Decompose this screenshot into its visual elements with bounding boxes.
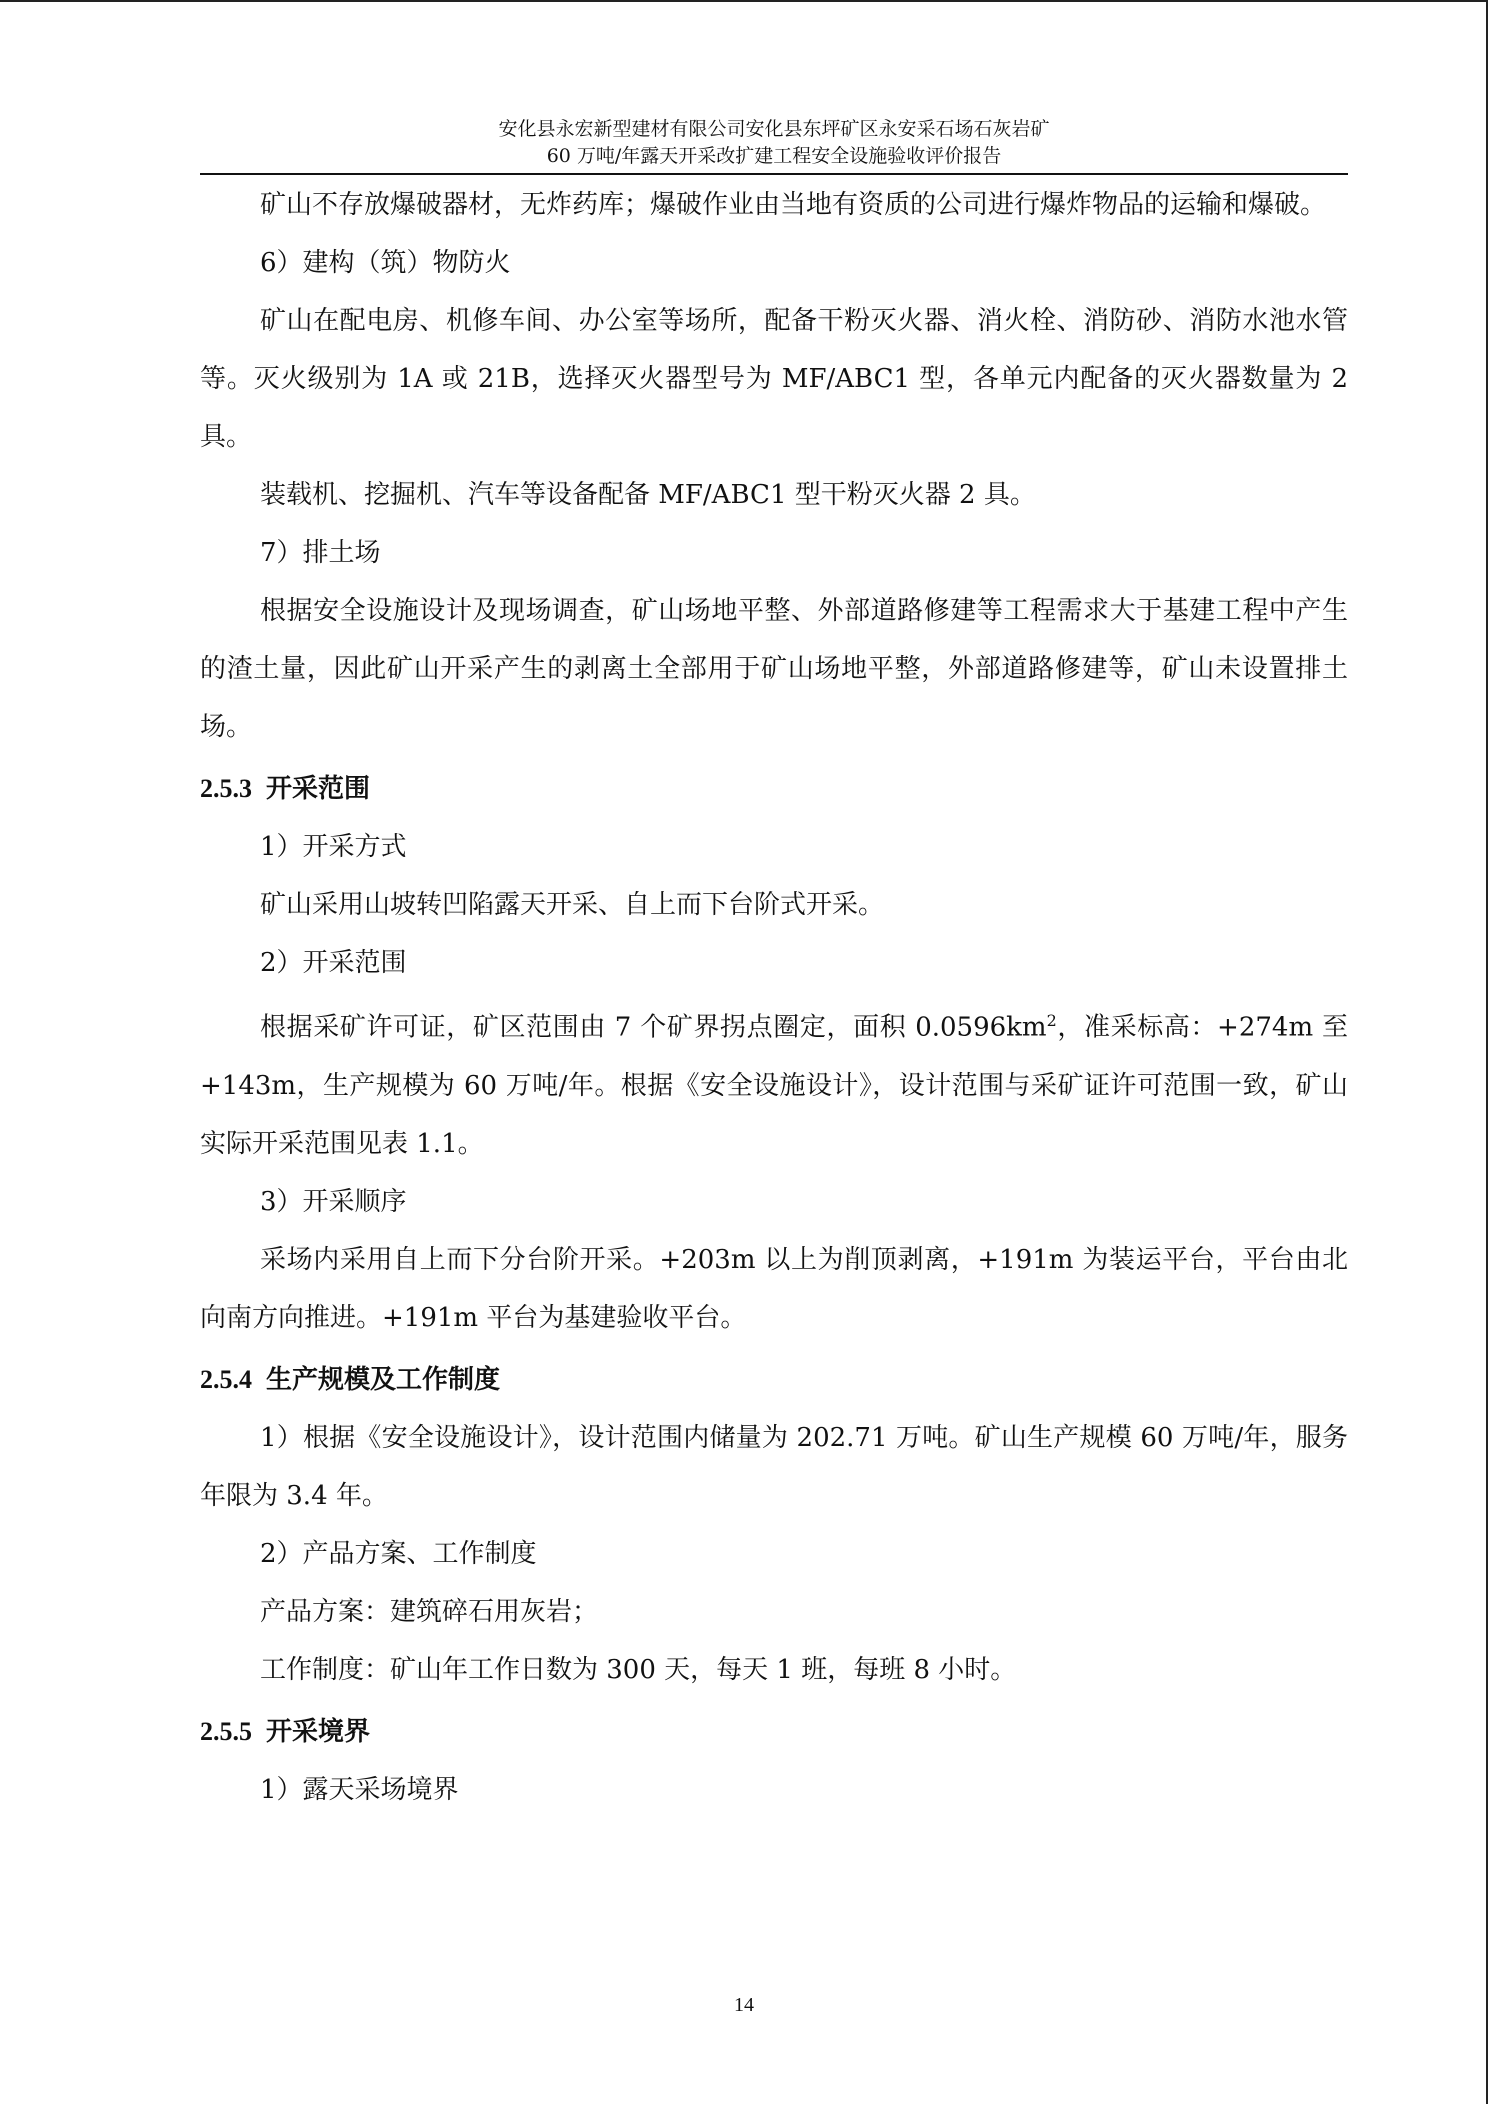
- paragraph-mining-scope: [200, 992, 1348, 1173]
- section-heading-2-5-3: [200, 760, 1348, 818]
- header-rule: [200, 173, 1348, 175]
- section-title: 开采范围: [266, 774, 371, 804]
- paragraph-mining-sequence: 采场内采用自上而下分台阶开采。+203m 以上为削顶剥离，+191m 为装运平台，平台由北向南方向推进。+191m 平台为基建验收平台。: [200, 1244, 1348, 1333]
- page-number: 14: [734, 1994, 754, 2016]
- running-header-line1: 安化县永宏新型建材有限公司安化县东坪矿区永安采石场石灰岩矿: [498, 118, 1050, 140]
- item-dump-site: 7）排土场: [260, 538, 381, 568]
- paragraph-product-plan: 产品方案：建筑碎石用灰岩；: [260, 1596, 599, 1627]
- paragraph-work-schedule: 工作制度：矿山年工作日数为 300 天，每天 1 班，每班 8 小时。: [260, 1654, 1017, 1685]
- paragraph-blasting: 矿山不存放爆破器材，无炸药库；爆破作业由当地有资质的公司进行爆炸物品的运输和爆破。: [260, 190, 1327, 220]
- paragraph-extinguishers: 矿山在配电房、机修车间、办公室等场所，配备干粉灭火器、消火栓、消防砂、消防水池水管等。灭火级别为 1A 或 21B，选择灭火器型号为 MF/ABC1 型，各单元内配备的灭火器数量为 2 具。: [200, 306, 1348, 452]
- section-heading-2-5-5: [200, 1703, 1348, 1761]
- scope-text-b: ，准采标高：+274m 至+143m，生产规模为 60 万吨/年。根据《安全设施设计》，设计范围与采矿证许可范围一致，矿山实际开采范围见表 1.1。: [200, 1012, 1348, 1159]
- item-product-plan: 2）产品方案、工作制度: [260, 1538, 537, 1569]
- item-pit-boundary: 1）露天采场境界: [260, 1774, 459, 1805]
- document-body: [200, 176, 1348, 1819]
- section-heading-2-5-4: [200, 1351, 1348, 1409]
- section-number: 2.5.3: [200, 774, 252, 803]
- section-title: 生产规模及工作制度: [266, 1364, 501, 1395]
- page-frame-top: [0, 0, 1488, 2]
- paragraph-equipment-extinguishers: 装载机、挖掘机、汽车等设备配备 MF/ABC1 型干粉灭火器 2 具。: [260, 480, 1036, 510]
- item-mining-method: 1）开采方式: [260, 832, 407, 862]
- section-number: 2.5.4: [200, 1364, 252, 1394]
- section-title: 开采境界: [266, 1716, 371, 1747]
- scope-superscript: 2: [1046, 1011, 1057, 1030]
- paragraph-mining-method: 矿山采用山坡转凹陷露天开采、自上而下台阶式开采。: [260, 890, 885, 920]
- item-mining-scope: 2）开采范围: [260, 948, 407, 978]
- scope-text-a: 根据采矿许可证，矿区范围由 7 个矿界拐点圈定，面积 0.0596km: [260, 1012, 1047, 1043]
- section-number: 2.5.5: [200, 1716, 252, 1746]
- paragraph-production-scale: 1）根据《安全设施设计》，设计范围内储量为 202.71 万吨。矿山生产规模 60 万吨/年，服务年限为 3.4 年。: [200, 1422, 1348, 1511]
- item-mining-sequence: 3）开采顺序: [260, 1186, 407, 1217]
- running-header-line2: 60 万吨/年露天开采改扩建工程安全设施验收评价报告: [546, 145, 1002, 167]
- item-fire-protection: 6）建构（筑）物防火: [260, 248, 511, 278]
- paragraph-dump-site: 根据安全设施设计及现场调查，矿山场地平整、外部道路修建等工程需求大于基建工程中产生的渣土量，因此矿山开采产生的剥离土全部用于矿山场地平整，外部道路修建等，矿山未设置排土场。: [200, 596, 1348, 742]
